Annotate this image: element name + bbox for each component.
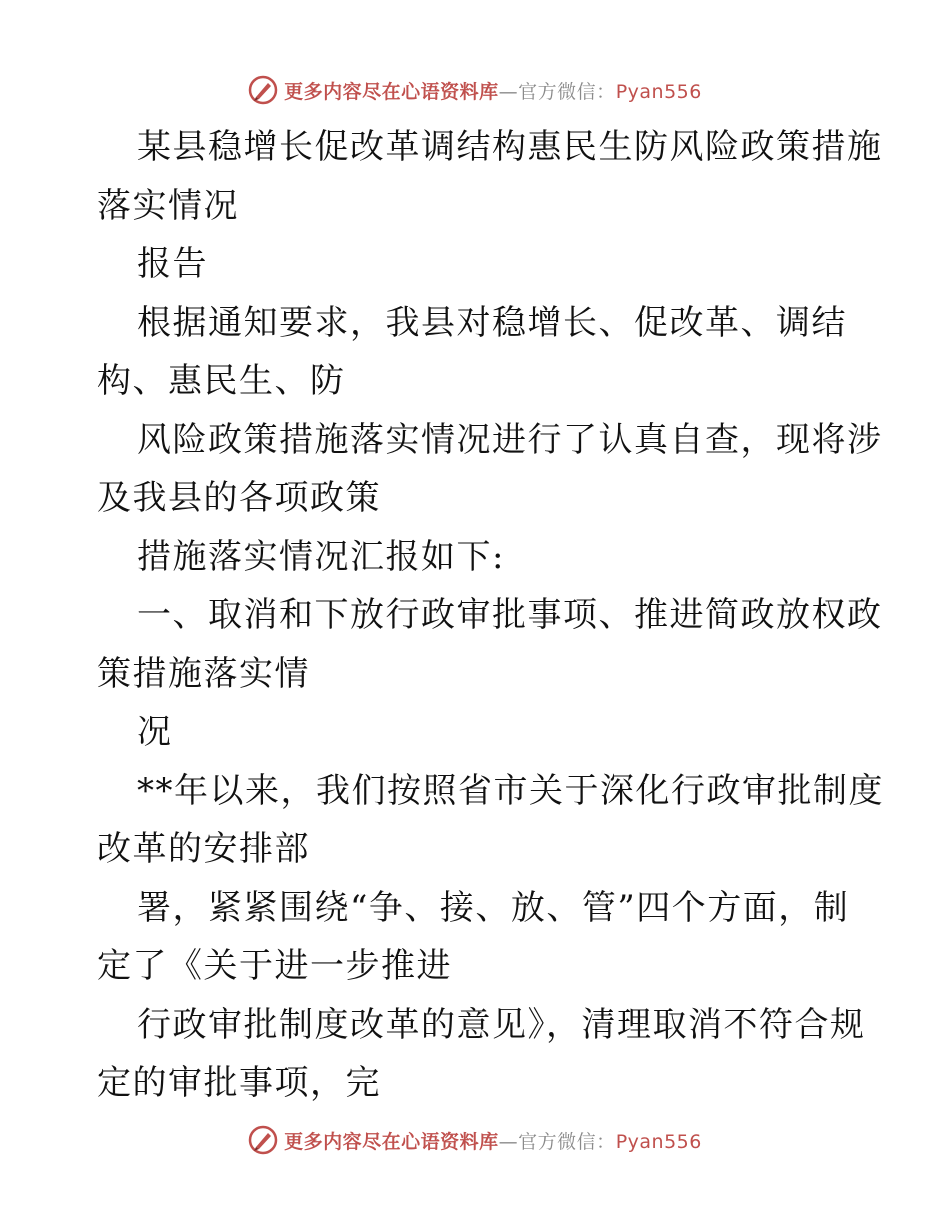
text-line: 某县稳增长促改革调结构惠民生防风险政策措施 <box>137 127 883 167</box>
watermark-brand: 更多内容尽在心语资料库 <box>284 80 499 103</box>
watermark-text <box>284 1127 702 1154</box>
text-line: 根据通知要求，我县对稳增长、促改革、调结 <box>137 302 847 343</box>
text-line: 况 <box>137 712 173 752</box>
text-line: 策措施落实情 <box>97 653 310 694</box>
pen-logo-icon <box>248 1125 278 1155</box>
text-line: 构、惠民生、防 <box>97 361 346 401</box>
text-line: 报告 <box>137 244 208 284</box>
text-line: 定的审批事项，完 <box>97 1063 381 1103</box>
text-line: 改革的安排部 <box>97 829 310 869</box>
text-line: 行政审批制度改革的意见》，清理取消不符合规 <box>137 1004 866 1045</box>
header-watermark <box>0 72 950 108</box>
watermark-official: 官方微信： <box>518 80 616 103</box>
text-line: 落实情况 <box>97 185 239 226</box>
footer-watermark <box>0 1122 950 1158</box>
watermark-dash: — <box>498 80 519 103</box>
text-line: 风险政策措施落实情况进行了认真自查，现将涉 <box>137 419 883 460</box>
watermark-brand: 更多内容尽在心语资料库 <box>284 1130 499 1153</box>
watermark-text <box>284 77 702 104</box>
watermark-wechat: Pyan556 <box>615 1130 702 1153</box>
text-line: **年以来，我们按照省市关于深化行政审批制度 <box>137 770 884 811</box>
document-body <box>97 118 884 1113</box>
text-line: 定了《关于进一步推进 <box>97 946 452 986</box>
pen-logo-icon <box>248 75 278 105</box>
watermark-wechat: Pyan556 <box>615 80 702 103</box>
watermark-official: 官方微信： <box>518 1130 616 1153</box>
watermark-dash: — <box>498 1130 519 1153</box>
text-line: 措施落实情况汇报如下: <box>137 536 505 577</box>
text-line: 及我县的各项政策 <box>97 478 381 518</box>
text-line: 一、取消和下放行政审批事项、推进简政放权政 <box>137 595 883 635</box>
text-line: 署，紧紧围绕“争、接、放、管”四个方面，制 <box>137 887 850 928</box>
